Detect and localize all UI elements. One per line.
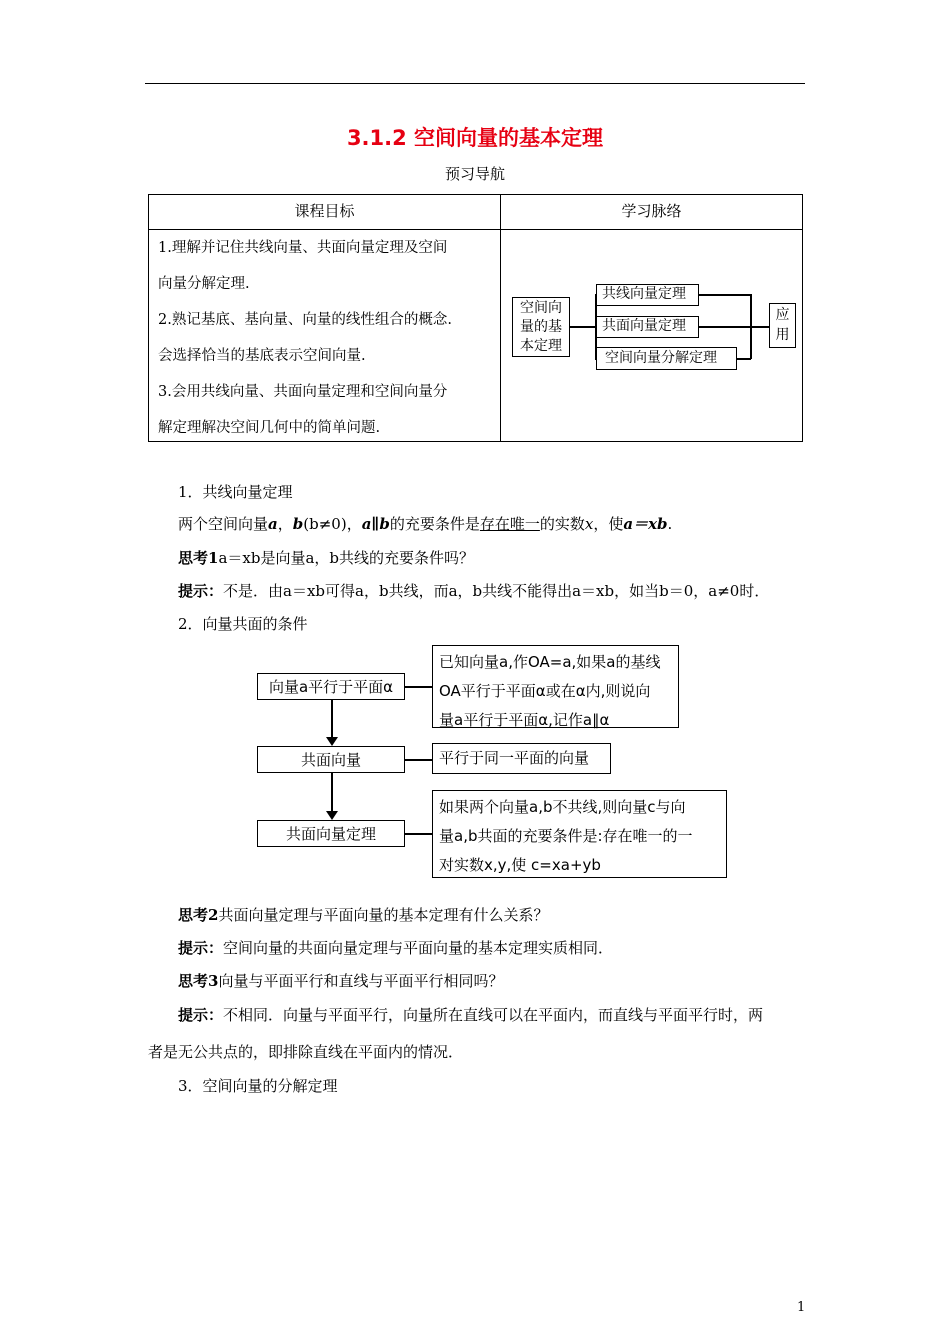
root-line: 量的基: [520, 319, 562, 335]
application-line: 应: [775, 307, 790, 323]
hint-label: 提示：: [178, 1006, 224, 1024]
page-title: 3.1.2 空间向量的基本定理: [346, 126, 604, 150]
root-line: 空间向: [520, 300, 562, 316]
goal-line: 1.理解并记住共线向量、共面向量定理及空间: [158, 240, 448, 256]
node-vector-parallel-plane: 向量a平行于平面α: [257, 673, 405, 700]
goal-line: 向量分解定理.: [158, 276, 250, 292]
root-line: 本定理: [520, 338, 562, 354]
definition-line: 量a平行于平面α,记作a∥α: [439, 711, 610, 729]
var-x: x: [584, 515, 594, 533]
connector: [331, 772, 333, 815]
connector: [405, 686, 432, 688]
goal-line: 解定理解决空间几何中的简单问题.: [158, 420, 381, 436]
text: (b≠0): [303, 515, 347, 533]
connector: [737, 358, 751, 360]
goals-list: [158, 230, 494, 446]
text: ，: [277, 515, 293, 533]
connector: [405, 759, 432, 761]
connector: [750, 294, 752, 359]
think-label: 思考2: [178, 906, 219, 924]
goal-line: 3.会用共线向量、共面向量定理和空间向量分: [158, 384, 448, 400]
hint-text: 空间向量的共面向量定理与平面向量的基本定理实质相同．: [223, 939, 614, 957]
table-header-goals: 课程目标: [294, 202, 355, 220]
theorem-line: 如果两个向量a,b不共线,则向量c与向: [439, 798, 686, 816]
overview-table: [148, 194, 803, 442]
hint-label: 提示：: [178, 939, 224, 957]
parallel-expr: a∥b: [361, 515, 390, 533]
section1-heading: 1．共线向量定理: [178, 483, 293, 501]
theorem-line: 对实数x,y,使 c=xa+yb: [439, 856, 601, 874]
application-node: [769, 303, 796, 348]
goal-line: 会选择恰当的基底表示空间向量.: [158, 348, 366, 364]
definition-line: 已知向量a,作OA=a,如果a的基线: [439, 653, 661, 671]
text: ，: [346, 515, 362, 533]
vector-a: a: [268, 515, 278, 533]
hint3: [178, 1004, 763, 1025]
hint3-continuation: 者是无公共点的，即排除直线在平面内的情况．: [148, 1043, 464, 1061]
hint-text: 不相同．向量与平面平行，向量所在直线可以在平面内，而直线与平面平行时，两: [223, 1006, 764, 1024]
connector: [570, 326, 596, 328]
think2: [178, 904, 548, 925]
section1-statement: [178, 513, 672, 534]
think-label: 思考3: [178, 972, 219, 990]
root-node: [512, 297, 570, 357]
goal-line: 2.熟记基底、基向量、向量的线性组合的概念.: [158, 312, 452, 328]
coplanar-definition-box: 平行于同一平面的向量: [432, 743, 611, 774]
arrow-down-icon: [326, 811, 338, 820]
text: 的充要条件是: [389, 515, 480, 533]
table-divider: [500, 195, 501, 441]
branch-coplanar: 共面向量定理: [596, 316, 699, 338]
think1: [178, 547, 474, 568]
theorem-box: [432, 790, 727, 878]
page-subtitle: 预习导航: [444, 165, 505, 183]
arrow-down-icon: [326, 737, 338, 746]
definition-box: [432, 645, 679, 728]
text: 两个空间向量: [178, 515, 269, 533]
page-number: 1: [797, 1300, 806, 1315]
text: ，使: [593, 515, 624, 533]
hint-text: 不是．由a＝xb可得a，b共线，而a，b共线不能得出a＝xb，如当b＝0，a≠0时．: [223, 582, 770, 600]
hint1: [178, 580, 769, 601]
think-text: 共面向量定理与平面向量的基本定理有什么关系？: [218, 906, 549, 924]
text: .: [667, 515, 673, 533]
theorem-line: 量a,b共面的充要条件是:存在唯一的一: [439, 827, 693, 845]
connector: [699, 294, 751, 296]
section3-heading: 3．空间向量的分解定理: [178, 1077, 338, 1095]
table-header-outline: 学习脉络: [621, 202, 682, 220]
think-text: 向量与平面平行和直线与平面平行相同吗？: [218, 972, 504, 990]
header-rule: [145, 83, 805, 84]
hint-label: 提示：: [178, 582, 224, 600]
definition-line: OA平行于平面α或在α内,则说向: [439, 682, 651, 700]
vector-b: b: [292, 515, 304, 533]
node-coplanar-theorem: 共面向量定理: [257, 820, 405, 847]
node-coplanar-vectors: 共面向量: [257, 746, 405, 773]
branch-collinear: 共线向量定理: [596, 284, 699, 306]
branch-decomposition: 空间向量分解定理: [596, 347, 737, 370]
section2-heading: 2．向量共面的条件: [178, 615, 308, 633]
connector: [405, 833, 432, 835]
connector: [331, 699, 333, 741]
think-text: a＝xb是向量a，b共线的充要条件吗？: [218, 549, 474, 567]
underlined-answer: 存在唯一: [479, 515, 540, 533]
think3: [178, 970, 503, 991]
application-line: 用: [775, 327, 790, 343]
think-label: 思考1: [178, 549, 219, 567]
hint2: [178, 937, 613, 958]
connector: [699, 326, 769, 328]
text: 的实数: [539, 515, 585, 533]
equation: a＝xb: [623, 515, 668, 533]
